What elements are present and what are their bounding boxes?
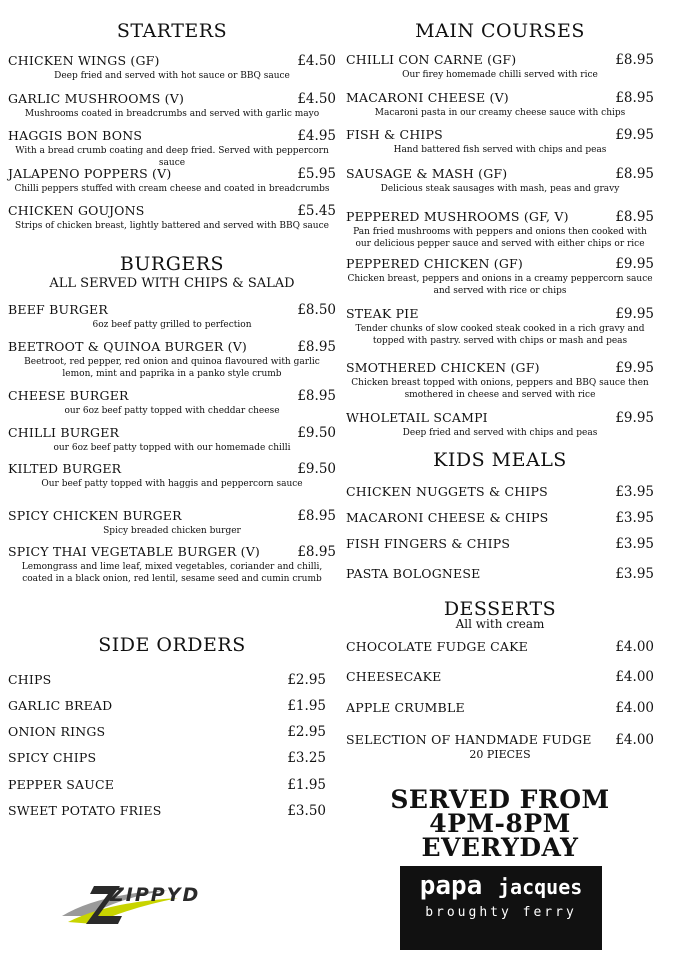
item-name: SPICY THAI VEGETABLE BURGER (V) — [8, 544, 261, 559]
item-description: Deep fried and served with hot sauce or BBQ sauce — [54, 71, 290, 81]
menu-item-apple-crumble — [346, 700, 654, 716]
item-price: £4.00 — [615, 669, 654, 685]
item-name: SPICY CHICKEN BURGER — [8, 508, 182, 523]
item-name: CHEESE BURGER — [8, 388, 129, 403]
item-description: our 6oz beef patty topped with cheddar cheese — [64, 406, 280, 416]
burgers-heading: BURGERS — [119, 253, 225, 275]
item-price: £8.95 — [615, 90, 654, 106]
item-description: our 6oz beef patty topped with our homemade chilli — [53, 443, 291, 453]
main-courses-heading: MAIN COURSES — [415, 20, 585, 42]
item-name: CHICKEN GOUJONS — [8, 203, 145, 218]
item-price: £8.95 — [615, 209, 654, 225]
item-description: Macaroni pasta in our creamy cheese sauce with chips — [374, 108, 626, 118]
item-price: £9.95 — [615, 256, 654, 272]
menu-item-chicken-wings — [8, 53, 336, 82]
menu-item-spicy-chips — [8, 750, 336, 766]
item-name: KILTED BURGER — [8, 461, 122, 476]
item-price: £1.95 — [287, 698, 326, 714]
item-description: Beetroot, red pepper, red onion and quinoa flavoured with garlic lemon, mint and paprika in a panko style crumb — [24, 357, 320, 379]
item-name: HAGGIS BON BONS — [8, 128, 143, 143]
menu-item-spicy-chicken-burger — [8, 508, 336, 537]
item-price: £3.50 — [287, 803, 326, 819]
zippyd-logo — [58, 876, 268, 932]
item-description: 6oz beef patty grilled to perfection — [92, 320, 252, 330]
burgers-subheading: ALL SERVED WITH CHIPS & SALAD — [49, 276, 295, 291]
menu-item-fish-and-chips — [346, 127, 654, 156]
item-name: PASTA BOLOGNESE — [346, 566, 481, 581]
item-description: Chicken breast topped with onions, peppers and BBQ sauce then smothered in cheese and served with rice — [351, 378, 649, 400]
menu-item-beef-burger — [8, 302, 336, 331]
item-name: CHOCOLATE FUDGE CAKE — [346, 639, 528, 654]
item-price: £9.95 — [615, 360, 654, 376]
item-price: £9.50 — [297, 425, 336, 441]
item-description: Hand battered fish served with chips and peas — [393, 145, 607, 155]
item-name: WHOLETAIL SCAMPI — [346, 410, 488, 425]
menu-item-handmade-fudge — [346, 732, 654, 761]
side-orders-heading: SIDE ORDERS — [98, 634, 246, 656]
item-description: Deep fried and served with chips and peas — [402, 428, 598, 438]
menu-item-spicy-thai-vegetable-burger — [8, 544, 336, 585]
serving-line-3: EVERYDAY — [421, 833, 579, 862]
item-name: SMOTHERED CHICKEN (GF) — [346, 360, 540, 375]
item-name: CHILLI CON CARNE (GF) — [346, 52, 517, 67]
item-name: BEEF BURGER — [8, 302, 108, 317]
item-name: SWEET POTATO FRIES — [8, 803, 162, 818]
item-name: SAUSAGE & MASH (GF) — [346, 166, 508, 181]
item-name: STEAK PIE — [346, 306, 419, 321]
menu-item-haggis-bon-bons — [8, 128, 336, 169]
desserts-heading: DESSERTS — [443, 598, 557, 620]
item-name: SPICY CHIPS — [8, 750, 97, 765]
item-name: MACARONI CHEESE & CHIPS — [346, 510, 549, 525]
item-description: Strips of chicken breast, lightly battered and served with BBQ sauce — [15, 221, 329, 231]
item-name: PEPPERED MUSHROOMS (GF, V) — [346, 209, 569, 224]
item-price: £9.95 — [615, 127, 654, 143]
menu-item-cheesecake — [346, 669, 654, 685]
item-price: £5.95 — [297, 166, 336, 182]
item-name: GARLIC BREAD — [8, 698, 113, 713]
item-name: BEETROOT & QUINOA BURGER (V) — [8, 339, 248, 354]
papa-logo-jacques: jacques — [497, 875, 583, 899]
item-description: Chicken breast, peppers and onions in a creamy peppercorn sauce and served with rice or chips — [347, 274, 653, 296]
item-name: FISH FINGERS & CHIPS — [346, 536, 511, 551]
starters-heading: STARTERS — [116, 20, 228, 42]
menu-item-macaroni-cheese — [346, 90, 654, 119]
menu-item-jalapeno-poppers — [8, 166, 336, 195]
menu-item-cheese-burger — [8, 388, 336, 417]
item-price: £8.95 — [297, 508, 336, 524]
item-description: Mushrooms coated in breadcrumbs and served with garlic mayo — [24, 109, 320, 119]
item-price: £3.95 — [615, 484, 654, 500]
item-name: CHICKEN NUGGETS & CHIPS — [346, 484, 548, 499]
kids-meals-heading: KIDS MEALS — [433, 449, 567, 471]
item-price: £8.95 — [297, 388, 336, 404]
menu-item-garlic-mushrooms — [8, 91, 336, 120]
item-price: £8.95 — [615, 52, 654, 68]
item-price: £9.95 — [615, 306, 654, 322]
item-price: £5.45 — [297, 203, 336, 219]
menu-item-steak-pie — [346, 306, 654, 347]
item-description: Delicious steak sausages with mash, peas and gravy — [380, 184, 620, 194]
item-price: £4.00 — [615, 732, 654, 748]
item-description: With a bread crumb coating and deep fried. Served with peppercorn sauce — [15, 146, 329, 168]
menu-item-sweet-potato-fries — [8, 803, 336, 819]
item-name: JALAPENO POPPERS (V) — [8, 166, 172, 181]
item-price: £3.25 — [287, 750, 326, 766]
item-price: £4.50 — [297, 91, 336, 107]
item-price: £3.95 — [615, 510, 654, 526]
item-description: Chilli peppers stuffed with cream cheese and coated in breadcrumbs — [14, 184, 330, 194]
item-price: £4.00 — [615, 639, 654, 655]
desserts-subheading: All with cream — [455, 617, 545, 631]
item-name: CHEESECAKE — [346, 669, 442, 684]
serving-line-1: SERVED FROM — [390, 785, 610, 814]
menu-item-pasta-bolognese — [346, 566, 654, 582]
menu-item-fish-fingers — [346, 536, 654, 552]
menu-item-chicken-nuggets — [346, 484, 654, 500]
item-description: Tender chunks of slow cooked steak cooked in a rich gravy and topped with pastry. served with chips or mash and peas — [355, 324, 645, 346]
item-name: CHILLI BURGER — [8, 425, 120, 440]
papa-logo-main: papa — [419, 871, 483, 901]
item-price: £4.50 — [297, 53, 336, 69]
serving-hours-banner — [346, 785, 654, 862]
item-price: £9.95 — [615, 410, 654, 426]
menu-item-chicken-goujons — [8, 203, 336, 232]
item-name: SELECTION OF HANDMADE FUDGE — [346, 732, 592, 747]
item-description: Lemongrass and lime leaf, mixed vegetables, coriander and chilli, coated in a black onion, red lentil, sesame seed and cumin crumb — [21, 562, 323, 584]
serving-line-2: 4PM-8PM — [429, 809, 571, 838]
item-description: Pan fried mushrooms with peppers and onions then cooked with our delicious pepper sauce and served with either chips or rice — [353, 227, 647, 249]
item-name: CHIPS — [8, 672, 52, 687]
item-description: 20 PIECES — [469, 748, 531, 761]
menu-item-beetroot-quinoa-burger — [8, 339, 336, 380]
item-name: PEPPERED CHICKEN (GF) — [346, 256, 523, 271]
menu-item-garlic-bread — [8, 698, 336, 714]
menu-item-wholetail-scampi — [346, 410, 654, 439]
item-price: £3.95 — [615, 566, 654, 582]
zippyd-wordmark: ZIPPYD — [110, 884, 201, 906]
item-name: MACARONI CHEESE (V) — [346, 90, 509, 105]
menu-item-peppered-mushrooms — [346, 209, 654, 250]
menu-item-kids-macaroni — [346, 510, 654, 526]
item-price: £8.95 — [297, 544, 336, 560]
item-description: Our beef patty topped with haggis and peppercorn sauce — [41, 479, 303, 489]
menu-item-kilted-burger — [8, 461, 336, 490]
menu-item-pepper-sauce — [8, 777, 336, 793]
menu-item-chocolate-fudge-cake — [346, 639, 654, 655]
item-name: CHICKEN WINGS (GF) — [8, 53, 160, 68]
papa-logo-location: broughty ferry — [425, 905, 577, 920]
menu-item-chips — [8, 672, 336, 688]
item-name: PEPPER SAUCE — [8, 777, 115, 792]
item-price: £4.95 — [297, 128, 336, 144]
item-price: £2.95 — [287, 672, 326, 688]
menu-item-onion-rings — [8, 724, 336, 740]
item-price: £8.50 — [297, 302, 336, 318]
item-price: £4.00 — [615, 700, 654, 716]
item-description: Spicy breaded chicken burger — [103, 526, 241, 536]
item-price: £1.95 — [287, 777, 326, 793]
item-name: ONION RINGS — [8, 724, 106, 739]
papa-jacques-logo — [400, 866, 602, 950]
menu-item-chilli-burger — [8, 425, 336, 454]
item-price: £3.95 — [615, 536, 654, 552]
item-price: £8.95 — [615, 166, 654, 182]
menu-item-chilli-con-carne — [346, 52, 654, 81]
item-price: £9.50 — [297, 461, 336, 477]
item-name: GARLIC MUSHROOMS (V) — [8, 91, 185, 106]
menu-item-sausage-and-mash — [346, 166, 654, 195]
menu-item-smothered-chicken — [346, 360, 654, 401]
menu-item-peppered-chicken — [346, 256, 654, 297]
item-price: £8.95 — [297, 339, 336, 355]
item-description: Our firey homemade chilli served with rice — [402, 70, 598, 80]
item-name: FISH & CHIPS — [346, 127, 443, 142]
item-price: £2.95 — [287, 724, 326, 740]
item-name: APPLE CRUMBLE — [346, 700, 465, 715]
